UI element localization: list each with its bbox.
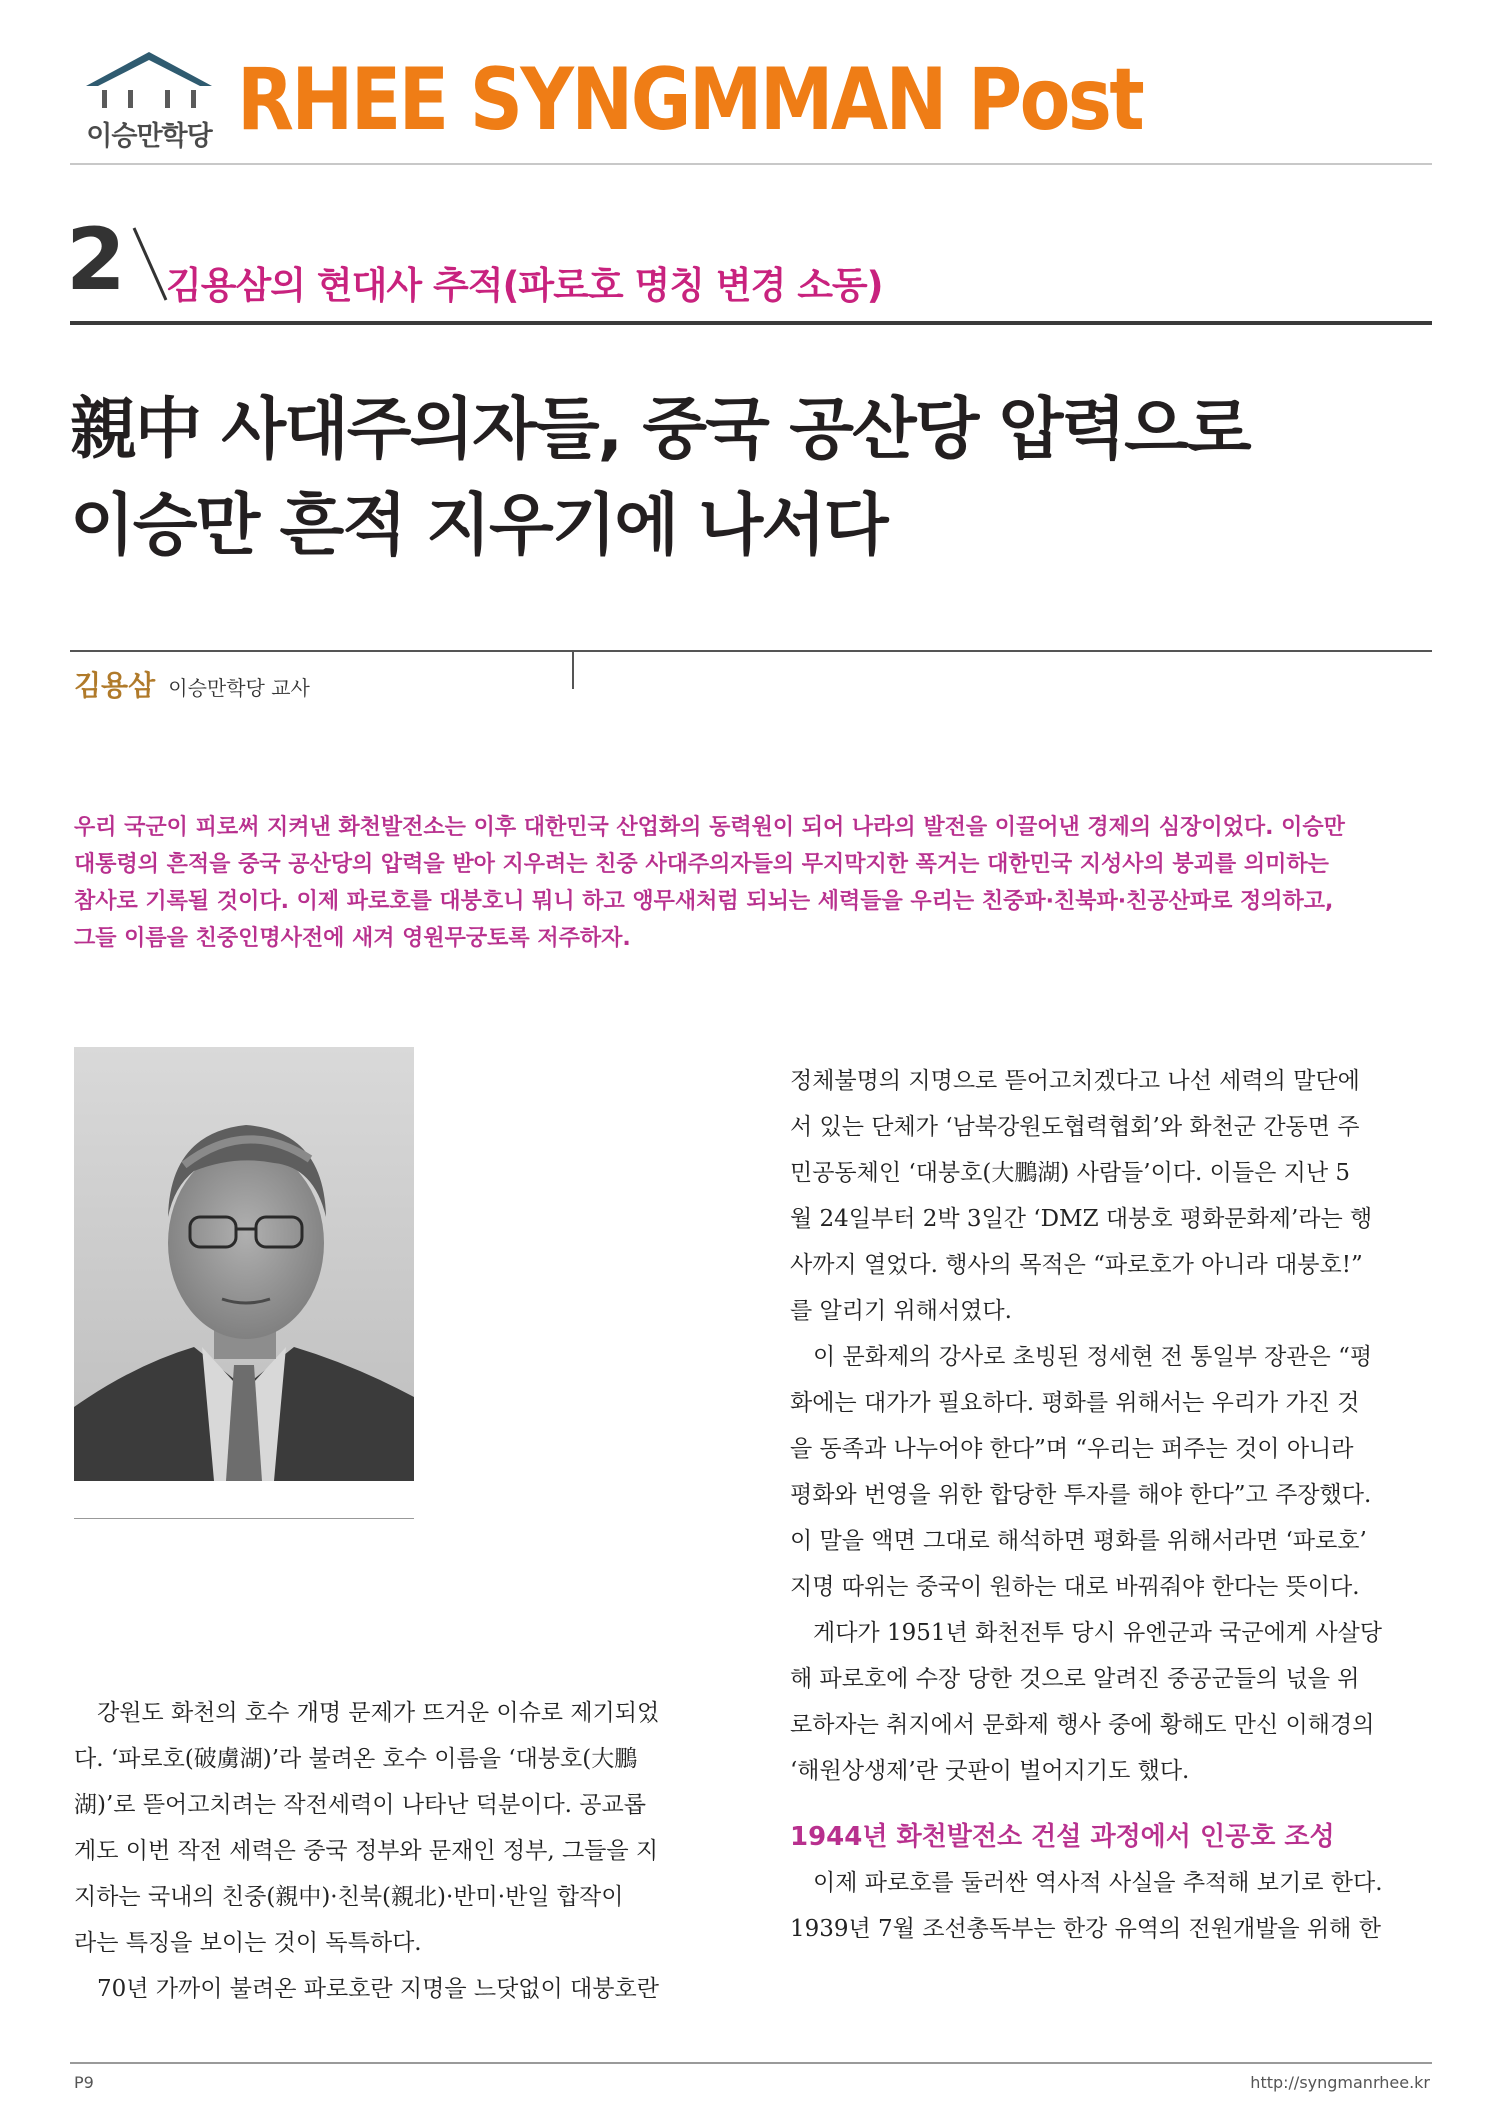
body-line: 70년 가까이 불려온 파로호란 지명을 느닷없이 대붕호란 <box>74 1976 659 2002</box>
lead-paragraph <box>74 809 1440 957</box>
lead-line: 그들 이름을 친중인명사전에 새겨 영원무궁토록 저주하자. <box>74 926 631 951</box>
body-line: 게도 이번 작전 세력은 중국 정부와 문재인 정부, 그들을 지 <box>74 1838 659 1864</box>
masthead-rule <box>70 163 1432 165</box>
body-line: 지하는 국내의 친중(親中)·친북(親北)·반미·반일 합작이 <box>74 1884 624 1910</box>
section-title: 김용삼의 현대사 추적(파로호 명칭 변경 소동) <box>166 264 883 307</box>
body-line: 사까지 열었다. 행사의 목적은 “파로호가 아니라 대붕호!” <box>790 1252 1363 1278</box>
body-line: 평화와 번영을 위한 합당한 투자를 해야 한다”고 주장했다. <box>790 1482 1372 1508</box>
body-column-right <box>790 1058 1450 1952</box>
author-role: 이승만학당 교사 <box>168 676 310 700</box>
body-line: 이제 파로호를 둘러싼 역사적 사실을 추적해 보기로 한다. <box>790 1870 1383 1896</box>
masthead-title: RHEE SYNGMMAN Post <box>237 50 1143 150</box>
body-line: ‘해원상생제’란 굿판이 벌어지기도 했다. <box>790 1758 1190 1784</box>
body-line: 이 말을 액면 그대로 해석하면 평화를 위해서라면 ‘파로호’ <box>790 1528 1367 1554</box>
body-line: 라는 특징을 보이는 것이 독특하다. <box>74 1930 422 1956</box>
body-line: 민공동체인 ‘대붕호(大鵬湖) 사람들’이다. 이들은 지난 5 <box>790 1160 1350 1186</box>
headline-line: 이승만 흔적 지우기에 나서다 <box>70 486 887 564</box>
logo <box>64 50 234 150</box>
photo-caption-rule <box>74 1518 414 1519</box>
author-photo <box>74 1047 414 1481</box>
body-line: 월 24일부터 2박 3일간 ‘DMZ 대붕호 평화문화제’라는 행 <box>790 1206 1373 1232</box>
house-logo-icon <box>84 50 214 112</box>
lead-line: 우리 국군이 피로써 지켜낸 화천발전소는 이후 대한민국 산업화의 동력원이 되어 나라의 발전을 이끌어낸 경제의 심장이었다. 이승만 <box>74 815 1345 840</box>
body-line: 게다가 1951년 화천전투 당시 유엔군과 국군에게 사살당 <box>790 1620 1382 1646</box>
body-line: 해 파로호에 수장 당한 것으로 알려진 중공군들의 넋을 위 <box>790 1666 1360 1692</box>
body-line: 1939년 7월 조선총독부는 한강 유역의 전원개발을 위해 한 <box>790 1916 1381 1942</box>
body-line: 을 동족과 나누어야 한다”며 “우리는 퍼주는 것이 아니라 <box>790 1436 1354 1462</box>
body-line: 강원도 화천의 호수 개명 문제가 뜨거운 이슈로 제기되었 <box>74 1700 660 1726</box>
body-line: 湖)’로 뜯어고치려는 작전세력이 나타난 덕분이다. 공교롭 <box>74 1792 646 1818</box>
page-number: P9 <box>74 2073 94 2092</box>
body-line: 이 문화제의 강사로 초빙된 정세현 전 통일부 장관은 “평 <box>790 1344 1373 1370</box>
body-line: 정체불명의 지명으로 뜯어고치겠다고 나선 세력의 말단에 <box>790 1068 1360 1094</box>
section-slash-divider <box>130 226 170 302</box>
byline-rule <box>70 650 1432 652</box>
body-line: 다. ‘파로호(破虜湖)’라 불려온 호수 이름을 ‘대붕호(大鵬 <box>74 1746 638 1772</box>
body-column-left <box>74 1690 734 2012</box>
logo-text: 이승만학당 <box>86 121 212 152</box>
lead-line: 대통령의 흔적을 중국 공산당의 압력을 받아 지우려는 친중 사대주의자들의 무지막지한 폭거는 대한민국 지성사의 붕괴를 의미하는 <box>74 852 1329 877</box>
footer-url[interactable]: http://syngmanrhee.kr <box>1250 2073 1430 2092</box>
body-line: 로하자는 취지에서 문화제 행사 중에 황해도 만신 이해경의 <box>790 1712 1375 1738</box>
section-rule <box>70 321 1432 325</box>
footer-rule <box>70 2062 1432 2064</box>
section-number: 2 <box>66 210 126 310</box>
article-headline <box>70 381 1450 573</box>
body-line: 지명 따위는 중국이 원하는 대로 바꿔줘야 한다는 뜻이다. <box>790 1574 1360 1600</box>
portrait-image <box>74 1047 414 1481</box>
byline <box>74 664 310 704</box>
headline-line: 親中 사대주의자들, 중국 공산당 압력으로 <box>70 390 1250 468</box>
body-subheading: 1944년 화천발전소 건설 과정에서 인공호 조성 <box>790 1822 1335 1852</box>
body-line: 화에는 대가가 필요하다. 평화를 위해서는 우리가 가진 것 <box>790 1390 1360 1416</box>
body-line: 서 있는 단체가 ‘남북강원도협력협회’와 화천군 간동면 주 <box>790 1114 1360 1140</box>
lead-line: 참사로 기록될 것이다. 이제 파로호를 대붕호니 뭐니 하고 앵무새처럼 되뇌는 세력들을 우리는 친중파·친북파·친공산파로 정의하고, <box>74 889 1334 914</box>
body-line: 를 알리기 위해서였다. <box>790 1298 1012 1324</box>
byline-divider <box>572 651 574 689</box>
author-name: 김용삼 <box>74 669 156 702</box>
